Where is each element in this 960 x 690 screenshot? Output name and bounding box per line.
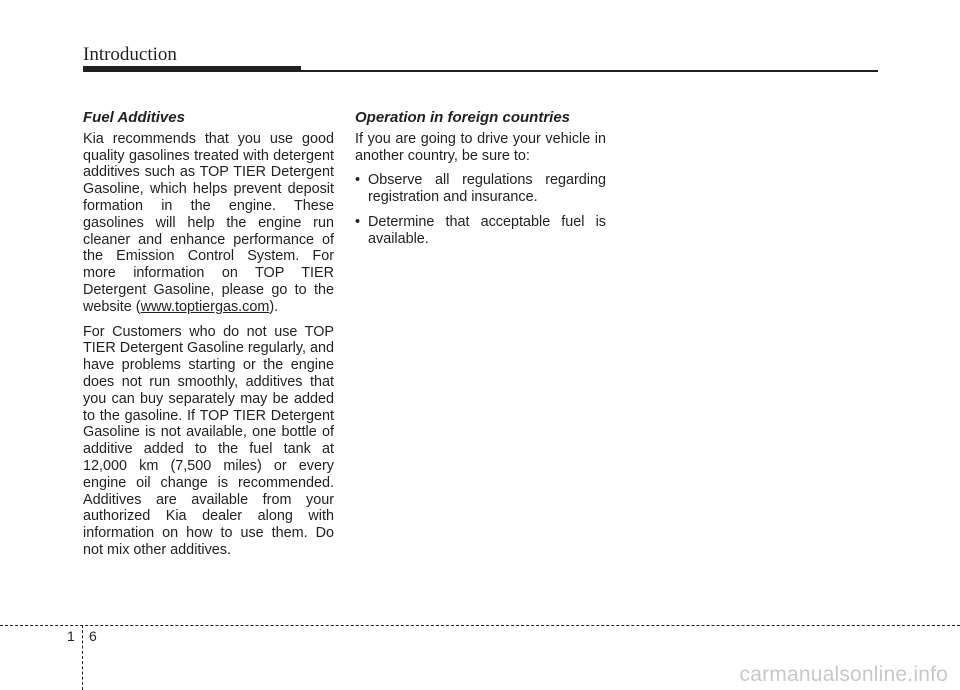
list-item-text: Observe all regulations regarding registration and insurance.	[368, 172, 606, 206]
bullet-icon: •	[355, 172, 361, 189]
fuel-additives-heading: Fuel Additives	[83, 109, 185, 126]
right-column	[355, 110, 606, 256]
toptiergas-link[interactable]: www.toptiergas.com	[140, 298, 270, 315]
watermark: carmanualsonline.info	[739, 663, 948, 686]
footer-dashed-divider	[82, 625, 83, 690]
list-item	[355, 172, 606, 206]
list-item	[355, 214, 606, 248]
foreign-operation-heading: Operation in foreign countries	[355, 109, 571, 126]
bullet-icon: •	[355, 213, 361, 230]
fuel-additives-text-end: ).	[269, 298, 279, 315]
section-title: Introduction	[83, 44, 177, 65]
list-item-text: Determine that acceptable fuel is available.	[368, 213, 606, 247]
foreign-operation-list	[355, 172, 606, 247]
header-rule-thin	[301, 70, 878, 72]
page-number: 6	[89, 628, 97, 644]
footer-dashed-rule	[0, 625, 960, 626]
fuel-additives-text: Kia recommends that you use good quality gasolines treated with detergent additives such as TOP TIER Detergent Gasoline, which helps prevent deposit formation in the engine. These gasolines will help the engine run cleaner and enhance performance of the Emission Control System. For more information on TOP TIER Detergent Gasoline, please go to the website (	[83, 130, 334, 315]
foreign-operation-intro: If you are going to drive your vehicle in another country, be sure to:	[355, 130, 606, 164]
fuel-additives-paragraph-1	[83, 131, 334, 316]
header-rule-thick	[83, 66, 301, 72]
left-column	[83, 110, 334, 567]
page-chapter-number: 1	[67, 628, 75, 644]
fuel-additives-paragraph-2: For Customers who do not use TOP TIER Detergent Gasoline regularly, and have problems starting or the engine does not run smoothly, additives that you can buy separately may be added to the gasoline. If TOP TIER Detergent Gasoline is not available, one bottle of additive added to the fuel tank at 12,000 km (7,500 miles) or every engine oil change is recommended. Additives are available from your authorized Kia dealer along with information on how to use them. Do not mix other additives.	[83, 323, 334, 558]
